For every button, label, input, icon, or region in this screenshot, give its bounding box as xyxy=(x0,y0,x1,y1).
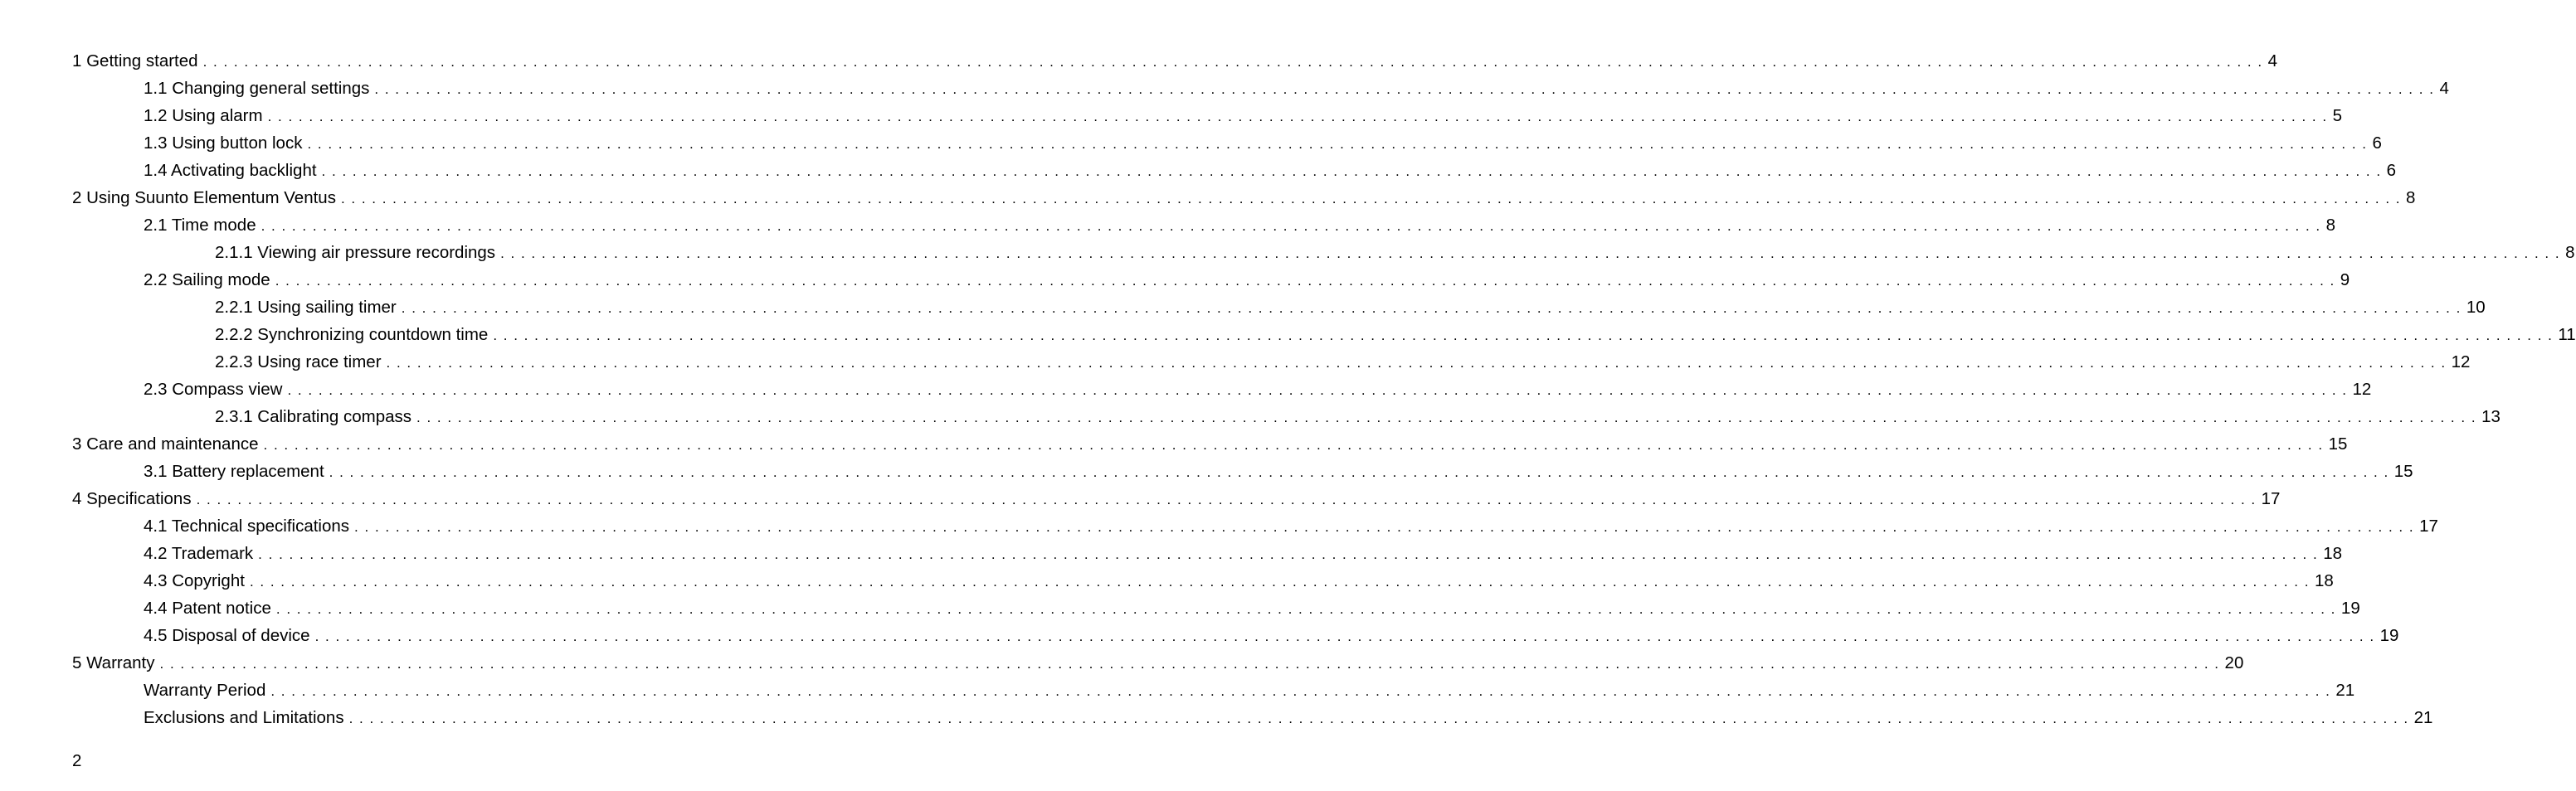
toc-entry[interactable] xyxy=(0,321,2576,348)
toc-entry-page: 17 xyxy=(2419,516,2438,536)
toc-dot-leader: . . . . . . . . . . . . . . . . . . . . . . . . . . . . . . . . . . . . . . . . . . . . . . . . . . . . . . . . . . . . . . . . . . . . . . . . . . . . . . . . . . . . . . . . . . . . . . . . . . . . . . . . . . . . . . . . . . . . . . . . . . . . . . . . . . . . . . . . . . . . . . . . . . . . . . . . . . . . . . . . . . . . . . . . . . . . . . . . . . . . . . . . . . . . . . . . . . . . . . . . xyxy=(329,463,2389,480)
toc-entry-title: 5 Warranty xyxy=(72,653,155,672)
toc-entry-title: 3.1 Battery replacement xyxy=(144,461,324,481)
toc-entry-page: 8 xyxy=(2565,242,2575,262)
toc-entry[interactable] xyxy=(0,485,2281,512)
toc-dot-leader: . . . . . . . . . . . . . . . . . . . . . . . . . . . . . . . . . . . . . . . . . . . . . . . . . . . . . . . . . . . . . . . . . . . . . . . . . . . . . . . . . . . . . . . . . . . . . . . . . . . . . . . . . . . . . . . . . . . . . . . . . . . . . . . . . . . . . . . . . . . . . . . . . . . . . . . . . . . . . . . . . . . . . . . . . . . . . . . . . . . . . . . . . . . . . . . . . . . . . . . . xyxy=(267,108,2328,124)
table-of-contents xyxy=(0,47,2576,731)
toc-dot-leader: . . . . . . . . . . . . . . . . . . . . . . . . . . . . . . . . . . . . . . . . . . . . . . . . . . . . . . . . . . . . . . . . . . . . . . . . . . . . . . . . . . . . . . . . . . . . . . . . . . . . . . . . . . . . . . . . . . . . . . . . . . . . . . . . . . . . . . . . . . . . . . . . . . . . . . . . . . . . . . . . . . . . . . . . . . . . . . . . . . . . . . . . . . . . . . . . . . . . . . . . xyxy=(314,628,2375,644)
toc-dot-leader: . . . . . . . . . . . . . . . . . . . . . . . . . . . . . . . . . . . . . . . . . . . . . . . . . . . . . . . . . . . . . . . . . . . . . . . . . . . . . . . . . . . . . . . . . . . . . . . . . . . . . . . . . . . . . . . . . . . . . . . . . . . . . . . . . . . . . . . . . . . . . . . . . . . . . . . . . . . . . . . . . . . . . . . . . . . . . . . . . . . . . . . . . . . . . . . . . . . . . . . . xyxy=(249,573,2310,590)
toc-entry[interactable] xyxy=(0,704,2433,731)
toc-entry-title: 4.5 Disposal of device xyxy=(144,625,310,645)
toc-entry-page: 8 xyxy=(2406,187,2416,207)
toc-entry-page: 11 xyxy=(2558,324,2576,344)
toc-entry[interactable] xyxy=(0,348,2471,376)
toc-entry-page: 15 xyxy=(2393,461,2413,481)
toc-entry[interactable] xyxy=(0,157,2396,184)
toc-entry[interactable] xyxy=(0,403,2501,430)
toc-entry-page: 6 xyxy=(2372,133,2382,153)
toc-dot-leader: . . . . . . . . . . . . . . . . . . . . . . . . . . . . . . . . . . . . . . . . . . . . . . . . . . . . . . . . . . . . . . . . . . . . . . . . . . . . . . . . . . . . . . . . . . . . . . . . . . . . . . . . . . . . . . . . . . . . . . . . . . . . . . . . . . . . . . . . . . . . . . . . . . . . . . . . . . . . . . . . . . . . . . . . . . . . . . . . . . . . . . . . . . . . . . . . . . . . . . . . xyxy=(401,299,2462,316)
toc-entry-title: 4.1 Technical specifications xyxy=(144,516,350,536)
toc-dot-leader: . . . . . . . . . . . . . . . . . . . . . . . . . . . . . . . . . . . . . . . . . . . . . . . . . . . . . . . . . . . . . . . . . . . . . . . . . . . . . . . . . . . . . . . . . . . . . . . . . . . . . . . . . . . . . . . . . . . . . . . . . . . . . . . . . . . . . . . . . . . . . . . . . . . . . . . . . . . . . . . . . . . . . . . . . . . . . . . . . . . . . . . . . . . . . . . . . . . . . . . . xyxy=(270,682,2331,699)
toc-entry-title: 2.1 Time mode xyxy=(144,215,256,235)
toc-entry-title: 1.3 Using button lock xyxy=(144,133,303,153)
toc-entry-title: 2.2.1 Using sailing timer xyxy=(215,297,397,317)
toc-dot-leader: . . . . . . . . . . . . . . . . . . . . . . . . . . . . . . . . . . . . . . . . . . . . . . . . . . . . . . . . . . . . . . . . . . . . . . . . . . . . . . . . . . . . . . . . . . . . . . . . . . . . . . . . . . . . . . . . . . . . . . . . . . . . . . . . . . . . . . . . . . . . . . . . . . . . . . . . . . . . . . . . . . . . . . . . . . . . . . . . . . . . . . . . . . . . . . . . . . . . . . . . xyxy=(493,327,2554,343)
toc-entry[interactable] xyxy=(0,129,2382,157)
toc-dot-leader: . . . . . . . . . . . . . . . . . . . . . . . . . . . . . . . . . . . . . . . . . . . . . . . . . . . . . . . . . . . . . . . . . . . . . . . . . . . . . . . . . . . . . . . . . . . . . . . . . . . . . . . . . . . . . . . . . . . . . . . . . . . . . . . . . . . . . . . . . . . . . . . . . . . . . . . . . . . . . . . . . . . . . . . . . . . . . . . . . . . . . . . . . . . . . . . . . . . . . . . . xyxy=(374,80,2435,97)
toc-entry[interactable] xyxy=(0,75,2449,102)
toc-entry[interactable] xyxy=(0,677,2355,704)
toc-entry-page: 15 xyxy=(2328,434,2348,454)
toc-entry-page: 21 xyxy=(2335,680,2355,700)
toc-dot-leader: . . . . . . . . . . . . . . . . . . . . . . . . . . . . . . . . . . . . . . . . . . . . . . . . . . . . . . . . . . . . . . . . . . . . . . . . . . . . . . . . . . . . . . . . . . . . . . . . . . . . . . . . . . . . . . . . . . . . . . . . . . . . . . . . . . . . . . . . . . . . . . . . . . . . . . . . . . . . . . . . . . . . . . . . . . . . . . . . . . . . . . . . . . . . . . . . . . . . . . . . xyxy=(500,245,2561,261)
toc-entry-title: 2.3 Compass view xyxy=(144,379,283,399)
toc-entry-title: Exclusions and Limitations xyxy=(144,707,344,727)
toc-dot-leader: . . . . . . . . . . . . . . . . . . . . . . . . . . . . . . . . . . . . . . . . . . . . . . . . . . . . . . . . . . . . . . . . . . . . . . . . . . . . . . . . . . . . . . . . . . . . . . . . . . . . . . . . . . . . . . . . . . . . . . . . . . . . . . . . . . . . . . . . . . . . . . . . . . . . . . . . . . . . . . . . . . . . . . . . . . . . . . . . . . . . . . . . . . . . . . . . . . . . . . . . xyxy=(275,600,2336,617)
toc-entry[interactable] xyxy=(0,376,2372,403)
toc-entry-title: 4.2 Trademark xyxy=(144,543,254,563)
toc-dot-leader: . . . . . . . . . . . . . . . . . . . . . . . . . . . . . . . . . . . . . . . . . . . . . . . . . . . . . . . . . . . . . . . . . . . . . . . . . . . . . . . . . . . . . . . . . . . . . . . . . . . . . . . . . . . . . . . . . . . . . . . . . . . . . . . . . . . . . . . . . . . . . . . . . . . . . . . . . . . . . . . . . . . . . . . . . . . . . . . . . . . . . . . . . . . . . . . . . . . . . . . . xyxy=(196,491,2257,507)
toc-entry-page: 20 xyxy=(2224,653,2244,672)
toc-entry-page: 18 xyxy=(2314,570,2334,590)
toc-entry-page: 4 xyxy=(2267,51,2278,70)
toc-entry-page: 13 xyxy=(2481,406,2501,426)
toc-entry-page: 19 xyxy=(2340,598,2360,618)
toc-dot-leader: . . . . . . . . . . . . . . . . . . . . . . . . . . . . . . . . . . . . . . . . . . . . . . . . . . . . . . . . . . . . . . . . . . . . . . . . . . . . . . . . . . . . . . . . . . . . . . . . . . . . . . . . . . . . . . . . . . . . . . . . . . . . . . . . . . . . . . . . . . . . . . . . . . . . . . . . . . . . . . . . . . . . . . . . . . . . . . . . . . . . . . . . . . . . . . . . . . . . . . . . xyxy=(261,217,2321,234)
toc-entry[interactable] xyxy=(0,540,2343,567)
toc-entry-page: 18 xyxy=(2323,543,2343,563)
toc-entry[interactable] xyxy=(0,430,2348,458)
toc-entry[interactable] xyxy=(0,102,2343,129)
toc-entry[interactable] xyxy=(0,512,2438,540)
toc-entry-page: 12 xyxy=(2352,379,2372,399)
toc-entry-title: 4.3 Copyright xyxy=(144,570,245,590)
toc-entry-page: 19 xyxy=(2379,625,2399,645)
toc-dot-leader: . . . . . . . . . . . . . . . . . . . . . . . . . . . . . . . . . . . . . . . . . . . . . . . . . . . . . . . . . . . . . . . . . . . . . . . . . . . . . . . . . . . . . . . . . . . . . . . . . . . . . . . . . . . . . . . . . . . . . . . . . . . . . . . . . . . . . . . . . . . . . . . . . . . . . . . . . . . . . . . . . . . . . . . . . . . . . . . . . . . . . . . . . . . . . . . . . . . . . . . . xyxy=(159,655,2220,672)
toc-dot-leader: . . . . . . . . . . . . . . . . . . . . . . . . . . . . . . . . . . . . . . . . . . . . . . . . . . . . . . . . . . . . . . . . . . . . . . . . . . . . . . . . . . . . . . . . . . . . . . . . . . . . . . . . . . . . . . . . . . . . . . . . . . . . . . . . . . . . . . . . . . . . . . . . . . . . . . . . . . . . . . . . . . . . . . . . . . . . . . . . . . . . . . . . . . . . . . . . . . . . . . . . xyxy=(202,53,2263,70)
toc-dot-leader: . . . . . . . . . . . . . . . . . . . . . . . . . . . . . . . . . . . . . . . . . . . . . . . . . . . . . . . . . . . . . . . . . . . . . . . . . . . . . . . . . . . . . . . . . . . . . . . . . . . . . . . . . . . . . . . . . . . . . . . . . . . . . . . . . . . . . . . . . . . . . . . . . . . . . . . . . . . . . . . . . . . . . . . . . . . . . . . . . . . . . . . . . . . . . . . . . . . . . . . . xyxy=(287,381,2348,398)
page-number: 2 xyxy=(72,751,82,770)
toc-entry-title: 1.1 Changing general settings xyxy=(144,78,370,98)
toc-entry-page: 8 xyxy=(2325,215,2336,235)
toc-entry[interactable] xyxy=(0,266,2350,294)
toc-entry-page: 17 xyxy=(2261,488,2281,508)
toc-entry-title: 2.2 Sailing mode xyxy=(144,269,270,289)
toc-entry-page: 6 xyxy=(2386,160,2396,180)
toc-entry-title: 1.4 Activating backlight xyxy=(144,160,317,180)
toc-entry[interactable] xyxy=(0,567,2334,594)
toc-dot-leader: . . . . . . . . . . . . . . . . . . . . . . . . . . . . . . . . . . . . . . . . . . . . . . . . . . . . . . . . . . . . . . . . . . . . . . . . . . . . . . . . . . . . . . . . . . . . . . . . . . . . . . . . . . . . . . . . . . . . . . . . . . . . . . . . . . . . . . . . . . . . . . . . . . . . . . . . . . . . . . . . . . . . . . . . . . . . . . . . . . . . . . . . . . . . . . . . . . . . . . . . xyxy=(263,436,2324,453)
toc-entry-page: 9 xyxy=(2340,269,2350,289)
toc-entry-title: 2.2.3 Using race timer xyxy=(215,352,382,371)
toc-entry-title: 2 Using Suunto Elementum Ventus xyxy=(72,187,336,207)
toc-dot-leader: . . . . . . . . . . . . . . . . . . . . . . . . . . . . . . . . . . . . . . . . . . . . . . . . . . . . . . . . . . . . . . . . . . . . . . . . . . . . . . . . . . . . . . . . . . . . . . . . . . . . . . . . . . . . . . . . . . . . . . . . . . . . . . . . . . . . . . . . . . . . . . . . . . . . . . . . . . . . . . . . . . . . . . . . . . . . . . . . . . . . . . . . . . . . . . . . . . . . . . . . xyxy=(340,190,2401,206)
toc-entry-title: 2.2.2 Synchronizing countdown time xyxy=(215,324,489,344)
toc-entry[interactable] xyxy=(0,184,2416,211)
toc-dot-leader: . . . . . . . . . . . . . . . . . . . . . . . . . . . . . . . . . . . . . . . . . . . . . . . . . . . . . . . . . . . . . . . . . . . . . . . . . . . . . . . . . . . . . . . . . . . . . . . . . . . . . . . . . . . . . . . . . . . . . . . . . . . . . . . . . . . . . . . . . . . . . . . . . . . . . . . . . . . . . . . . . . . . . . . . . . . . . . . . . . . . . . . . . . . . . . . . . . . . . . . . xyxy=(321,163,2382,179)
toc-entry[interactable] xyxy=(0,47,2278,75)
toc-entry-title: 1 Getting started xyxy=(72,51,198,70)
toc-entry[interactable] xyxy=(0,649,2244,677)
toc-entry[interactable] xyxy=(0,622,2399,649)
toc-dot-leader: . . . . . . . . . . . . . . . . . . . . . . . . . . . . . . . . . . . . . . . . . . . . . . . . . . . . . . . . . . . . . . . . . . . . . . . . . . . . . . . . . . . . . . . . . . . . . . . . . . . . . . . . . . . . . . . . . . . . . . . . . . . . . . . . . . . . . . . . . . . . . . . . . . . . . . . . . . . . . . . . . . . . . . . . . . . . . . . . . . . . . . . . . . . . . . . . . . . . . . . . xyxy=(258,546,2319,562)
toc-dot-leader: . . . . . . . . . . . . . . . . . . . . . . . . . . . . . . . . . . . . . . . . . . . . . . . . . . . . . . . . . . . . . . . . . . . . . . . . . . . . . . . . . . . . . . . . . . . . . . . . . . . . . . . . . . . . . . . . . . . . . . . . . . . . . . . . . . . . . . . . . . . . . . . . . . . . . . . . . . . . . . . . . . . . . . . . . . . . . . . . . . . . . . . . . . . . . . . . . . . . . . . . xyxy=(275,272,2335,289)
toc-entry-page: 5 xyxy=(2332,105,2343,125)
toc-dot-leader: . . . . . . . . . . . . . . . . . . . . . . . . . . . . . . . . . . . . . . . . . . . . . . . . . . . . . . . . . . . . . . . . . . . . . . . . . . . . . . . . . . . . . . . . . . . . . . . . . . . . . . . . . . . . . . . . . . . . . . . . . . . . . . . . . . . . . . . . . . . . . . . . . . . . . . . . . . . . . . . . . . . . . . . . . . . . . . . . . . . . . . . . . . . . . . . . . . . . . . . . xyxy=(416,409,2477,425)
toc-entry-page: 21 xyxy=(2413,707,2433,727)
toc-entry[interactable] xyxy=(0,594,2360,622)
toc-entry[interactable] xyxy=(0,239,2575,266)
toc-entry-page: 12 xyxy=(2451,352,2471,371)
toc-dot-leader: . . . . . . . . . . . . . . . . . . . . . . . . . . . . . . . . . . . . . . . . . . . . . . . . . . . . . . . . . . . . . . . . . . . . . . . . . . . . . . . . . . . . . . . . . . . . . . . . . . . . . . . . . . . . . . . . . . . . . . . . . . . . . . . . . . . . . . . . . . . . . . . . . . . . . . . . . . . . . . . . . . . . . . . . . . . . . . . . . . . . . . . . . . . . . . . . . . . . . . . . xyxy=(354,518,2415,535)
toc-dot-leader: . . . . . . . . . . . . . . . . . . . . . . . . . . . . . . . . . . . . . . . . . . . . . . . . . . . . . . . . . . . . . . . . . . . . . . . . . . . . . . . . . . . . . . . . . . . . . . . . . . . . . . . . . . . . . . . . . . . . . . . . . . . . . . . . . . . . . . . . . . . . . . . . . . . . . . . . . . . . . . . . . . . . . . . . . . . . . . . . . . . . . . . . . . . . . . . . . . . . . . . . xyxy=(307,135,2368,152)
toc-entry-page: 10 xyxy=(2466,297,2486,317)
toc-entry-title: 1.2 Using alarm xyxy=(144,105,263,125)
toc-dot-leader: . . . . . . . . . . . . . . . . . . . . . . . . . . . . . . . . . . . . . . . . . . . . . . . . . . . . . . . . . . . . . . . . . . . . . . . . . . . . . . . . . . . . . . . . . . . . . . . . . . . . . . . . . . . . . . . . . . . . . . . . . . . . . . . . . . . . . . . . . . . . . . . . . . . . . . . . . . . . . . . . . . . . . . . . . . . . . . . . . . . . . . . . . . . . . . . . . . . . . . . . xyxy=(348,710,2409,726)
toc-entry-title: 3 Care and maintenance xyxy=(72,434,259,454)
toc-entry[interactable] xyxy=(0,294,2486,321)
toc-entry[interactable] xyxy=(0,458,2413,485)
toc-entry-title: Warranty Period xyxy=(144,680,266,700)
toc-entry-page: 4 xyxy=(2439,78,2449,98)
toc-entry-title: 4 Specifications xyxy=(72,488,192,508)
toc-entry-title: 2.3.1 Calibrating compass xyxy=(215,406,412,426)
toc-entry[interactable] xyxy=(0,211,2336,239)
toc-dot-leader: . . . . . . . . . . . . . . . . . . . . . . . . . . . . . . . . . . . . . . . . . . . . . . . . . . . . . . . . . . . . . . . . . . . . . . . . . . . . . . . . . . . . . . . . . . . . . . . . . . . . . . . . . . . . . . . . . . . . . . . . . . . . . . . . . . . . . . . . . . . . . . . . . . . . . . . . . . . . . . . . . . . . . . . . . . . . . . . . . . . . . . . . . . . . . . . . . . . . . . . . xyxy=(386,354,2447,371)
toc-entry-title: 2.1.1 Viewing air pressure recordings xyxy=(215,242,496,262)
toc-entry-title: 4.4 Patent notice xyxy=(144,598,271,618)
